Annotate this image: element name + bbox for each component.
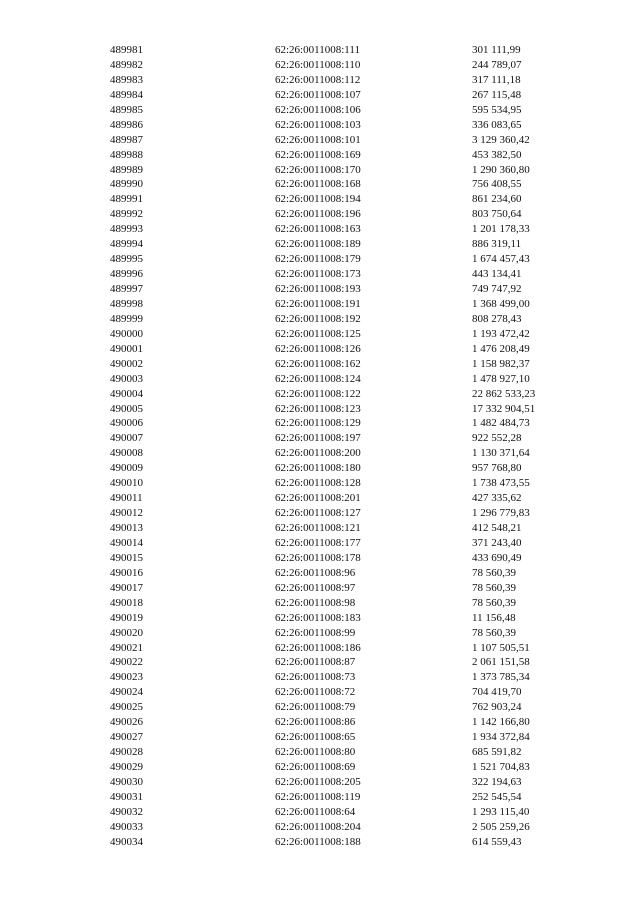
cadastral-number: 62:26:0011008:180 <box>275 462 361 475</box>
cadastral-number: 62:26:0011008:79 <box>275 701 356 714</box>
table-row <box>0 670 640 685</box>
cadastral-number: 62:26:0011008:163 <box>275 223 361 236</box>
cadastral-value: 1 158 982,37 <box>472 357 530 370</box>
cadastral-value: 886 319,11 <box>472 238 522 251</box>
cadastral-value: 412 548,21 <box>472 522 522 534</box>
cadastral-number: 62:26:0011008:201 <box>275 492 361 505</box>
cadastral-value: 803 750,64 <box>472 208 522 221</box>
cadastral-number: 62:26:0011008:122 <box>275 387 361 400</box>
row-id: 490029 <box>110 761 143 773</box>
table-row <box>0 327 640 342</box>
cadastral-value: 322 194,63 <box>472 775 522 788</box>
cadastral-value: 78 560,39 <box>472 626 516 639</box>
cadastral-value: 244 789,07 <box>472 58 522 71</box>
table-row <box>0 177 640 192</box>
cadastral-number: 62:26:0011008:126 <box>275 342 361 355</box>
document-table <box>0 43 640 850</box>
row-id: 490026 <box>110 716 143 729</box>
cadastral-number: 62:26:0011008:72 <box>275 686 356 699</box>
cadastral-number: 62:26:0011008:204 <box>275 820 361 833</box>
cadastral-number: 62:26:0011008:200 <box>275 447 361 460</box>
cadastral-value: 267 115,48 <box>472 88 522 101</box>
cadastral-number: 62:26:0011008:119 <box>275 790 361 803</box>
cadastral-number: 62:26:0011008:65 <box>275 731 356 744</box>
row-id: 489981 <box>110 44 143 56</box>
table-row <box>0 581 640 596</box>
table-row <box>0 73 640 88</box>
cadastral-value: 1 478 927,10 <box>472 372 530 385</box>
cadastral-number: 62:26:0011008:96 <box>275 566 356 579</box>
row-id: 489982 <box>110 58 143 71</box>
cadastral-number: 62:26:0011008:103 <box>275 118 361 131</box>
table-row <box>0 506 640 521</box>
row-id: 490020 <box>110 626 143 639</box>
cadastral-number: 62:26:0011008:179 <box>275 253 361 266</box>
row-id: 489996 <box>110 268 143 281</box>
cadastral-number: 62:26:0011008:112 <box>275 73 361 86</box>
cadastral-value: 3 129 360,42 <box>472 133 530 146</box>
row-id: 490010 <box>110 477 143 490</box>
cadastral-value: 1 142 166,80 <box>472 716 530 729</box>
table-row <box>0 58 640 73</box>
cadastral-value: 22 862 533,23 <box>472 387 536 400</box>
row-id: 489983 <box>110 73 143 86</box>
cadastral-value: 317 111,18 <box>472 73 521 86</box>
cadastral-value: 1 373 785,34 <box>472 671 530 684</box>
cadastral-value: 756 408,55 <box>472 178 522 191</box>
cadastral-value: 1 482 484,73 <box>472 417 530 430</box>
table-row <box>0 133 640 148</box>
row-id: 490002 <box>110 357 143 370</box>
cadastral-value: 78 560,39 <box>472 566 516 579</box>
table-row <box>0 207 640 222</box>
cadastral-number: 62:26:0011008:99 <box>275 626 356 639</box>
cadastral-value: 861 234,60 <box>472 193 522 206</box>
row-id: 490016 <box>110 566 143 579</box>
cadastral-value: 614 559,43 <box>472 835 522 848</box>
row-id: 489987 <box>110 133 143 146</box>
table-row <box>0 372 640 387</box>
cadastral-value: 957 768,80 <box>472 462 522 475</box>
cadastral-value: 11 156,48 <box>472 611 516 624</box>
cadastral-number: 62:26:0011008:127 <box>275 507 361 520</box>
cadastral-value: 749 747,92 <box>472 283 522 295</box>
row-id: 489997 <box>110 283 143 295</box>
cadastral-number: 62:26:0011008:123 <box>275 402 361 415</box>
table-row <box>0 775 640 790</box>
table-row <box>0 700 640 715</box>
cadastral-number: 62:26:0011008:192 <box>275 312 361 325</box>
row-id: 490011 <box>110 492 143 505</box>
cadastral-number: 62:26:0011008:111 <box>275 44 360 56</box>
cadastral-value: 1 738 473,55 <box>472 477 530 490</box>
cadastral-number: 62:26:0011008:86 <box>275 716 356 729</box>
row-id: 489998 <box>110 297 143 310</box>
cadastral-number: 62:26:0011008:189 <box>275 238 361 251</box>
row-id: 489985 <box>110 103 143 116</box>
row-id: 490004 <box>110 387 143 400</box>
row-id: 490021 <box>110 641 143 654</box>
cadastral-value: 1 674 457,43 <box>472 253 530 266</box>
table-row <box>0 461 640 476</box>
cadastral-number: 62:26:0011008:194 <box>275 193 361 206</box>
row-id: 490009 <box>110 462 143 475</box>
table-row <box>0 402 640 417</box>
cadastral-value: 443 134,41 <box>472 268 522 281</box>
cadastral-number: 62:26:0011008:106 <box>275 103 361 116</box>
table-row <box>0 237 640 252</box>
table-row <box>0 715 640 730</box>
cadastral-number: 62:26:0011008:162 <box>275 357 361 370</box>
table-row <box>0 641 640 656</box>
row-id: 490028 <box>110 746 143 759</box>
cadastral-value: 1 201 178,33 <box>472 223 530 236</box>
table-row <box>0 103 640 118</box>
row-id: 490017 <box>110 581 143 594</box>
table-row <box>0 835 640 850</box>
row-id: 490024 <box>110 686 143 699</box>
table-row <box>0 611 640 626</box>
row-id: 490003 <box>110 372 143 385</box>
cadastral-number: 62:26:0011008:101 <box>275 133 361 146</box>
row-id: 489994 <box>110 238 143 251</box>
cadastral-value: 252 545,54 <box>472 790 522 803</box>
row-id: 490000 <box>110 327 143 340</box>
table-row <box>0 297 640 312</box>
cadastral-value: 1 368 499,00 <box>472 297 530 310</box>
row-id: 489995 <box>110 253 143 266</box>
row-id: 489989 <box>110 163 143 176</box>
table-row <box>0 730 640 745</box>
cadastral-value: 2 505 259,26 <box>472 820 530 833</box>
row-id: 489990 <box>110 178 143 191</box>
table-row <box>0 387 640 402</box>
cadastral-number: 62:26:0011008:196 <box>275 208 361 221</box>
cadastral-value: 1 293 115,40 <box>472 805 530 818</box>
row-id: 489984 <box>110 88 143 101</box>
row-id: 490032 <box>110 805 143 818</box>
cadastral-number: 62:26:0011008:87 <box>275 656 356 669</box>
table-row <box>0 342 640 357</box>
cadastral-value: 808 278,43 <box>472 312 522 325</box>
row-id: 490030 <box>110 775 143 788</box>
table-row <box>0 416 640 431</box>
table-row <box>0 43 640 58</box>
cadastral-value: 704 419,70 <box>472 686 522 699</box>
row-id: 490006 <box>110 417 143 430</box>
cadastral-number: 62:26:0011008:129 <box>275 417 361 430</box>
cadastral-value: 595 534,95 <box>472 103 522 116</box>
table-row <box>0 521 640 536</box>
row-id: 490012 <box>110 507 143 520</box>
cadastral-value: 1 107 505,51 <box>472 641 530 654</box>
cadastral-number: 62:26:0011008:177 <box>275 536 361 549</box>
cadastral-number: 62:26:0011008:173 <box>275 268 361 281</box>
row-id: 490014 <box>110 536 143 549</box>
cadastral-number: 62:26:0011008:97 <box>275 581 356 594</box>
cadastral-number: 62:26:0011008:124 <box>275 372 361 385</box>
cadastral-value: 301 111,99 <box>472 44 521 56</box>
table-row <box>0 267 640 282</box>
table-row <box>0 148 640 163</box>
cadastral-number: 62:26:0011008:125 <box>275 327 361 340</box>
cadastral-number: 62:26:0011008:183 <box>275 611 361 624</box>
row-id: 490015 <box>110 551 143 564</box>
table-row <box>0 551 640 566</box>
row-id: 489986 <box>110 118 143 131</box>
table-row <box>0 566 640 581</box>
cadastral-number: 62:26:0011008:107 <box>275 88 361 101</box>
cadastral-value: 1 476 208,49 <box>472 342 530 355</box>
row-id: 489992 <box>110 208 143 221</box>
table-row <box>0 685 640 700</box>
table-row <box>0 626 640 641</box>
cadastral-number: 62:26:0011008:191 <box>275 297 361 310</box>
cadastral-value: 762 903,24 <box>472 701 522 714</box>
cadastral-number: 62:26:0011008:186 <box>275 641 361 654</box>
row-id: 490034 <box>110 835 143 848</box>
cadastral-number: 62:26:0011008:98 <box>275 596 356 609</box>
row-id: 490018 <box>110 596 143 609</box>
row-id: 489999 <box>110 312 143 325</box>
table-row <box>0 790 640 805</box>
row-id: 490019 <box>110 611 143 624</box>
cadastral-number: 62:26:0011008:169 <box>275 148 361 161</box>
cadastral-number: 62:26:0011008:80 <box>275 746 356 759</box>
table-row <box>0 163 640 178</box>
table-row <box>0 745 640 760</box>
cadastral-number: 62:26:0011008:69 <box>275 761 356 773</box>
cadastral-value: 427 335,62 <box>472 492 522 505</box>
cadastral-number: 62:26:0011008:168 <box>275 178 361 191</box>
cadastral-value: 453 382,50 <box>472 148 522 161</box>
table-row <box>0 760 640 775</box>
cadastral-value: 433 690,49 <box>472 551 522 564</box>
cadastral-value: 78 560,39 <box>472 581 516 594</box>
cadastral-number: 62:26:0011008:178 <box>275 551 361 564</box>
table-row <box>0 312 640 327</box>
cadastral-value: 1 193 472,42 <box>472 327 530 340</box>
row-id: 489988 <box>110 148 143 161</box>
table-row <box>0 476 640 491</box>
row-id: 490022 <box>110 656 143 669</box>
cadastral-number: 62:26:0011008:193 <box>275 283 361 295</box>
cadastral-value: 371 243,40 <box>472 536 522 549</box>
table-row <box>0 88 640 103</box>
table-row <box>0 446 640 461</box>
table-row <box>0 655 640 670</box>
row-id: 490008 <box>110 447 143 460</box>
row-id: 490005 <box>110 402 143 415</box>
cadastral-value: 922 552,28 <box>472 432 522 445</box>
cadastral-number: 62:26:0011008:64 <box>275 805 356 818</box>
table-row <box>0 820 640 835</box>
cadastral-value: 685 591,82 <box>472 746 522 759</box>
cadastral-number: 62:26:0011008:205 <box>275 775 361 788</box>
cadastral-value: 2 061 151,58 <box>472 656 530 669</box>
row-id: 489993 <box>110 223 143 236</box>
row-id: 490001 <box>110 342 143 355</box>
cadastral-number: 62:26:0011008:110 <box>275 58 361 71</box>
cadastral-number: 62:26:0011008:121 <box>275 522 361 534</box>
table-row <box>0 282 640 297</box>
cadastral-number: 62:26:0011008:128 <box>275 477 361 490</box>
table-row <box>0 118 640 133</box>
cadastral-value: 1 934 372,84 <box>472 731 530 744</box>
cadastral-number: 62:26:0011008:170 <box>275 163 361 176</box>
row-id: 489991 <box>110 193 143 206</box>
cadastral-value: 1 130 371,64 <box>472 447 530 460</box>
row-id: 490013 <box>110 522 143 534</box>
cadastral-value: 1 290 360,80 <box>472 163 530 176</box>
table-row <box>0 222 640 237</box>
cadastral-value: 78 560,39 <box>472 596 516 609</box>
table-row <box>0 431 640 446</box>
table-row <box>0 805 640 820</box>
table-row <box>0 491 640 506</box>
cadastral-value: 17 332 904,51 <box>472 402 536 415</box>
cadastral-value: 1 296 779,83 <box>472 507 530 520</box>
table-row <box>0 192 640 207</box>
cadastral-value: 1 521 704,83 <box>472 761 530 773</box>
row-id: 490007 <box>110 432 143 445</box>
row-id: 490027 <box>110 731 143 744</box>
cadastral-number: 62:26:0011008:197 <box>275 432 361 445</box>
table-row <box>0 596 640 611</box>
table-row <box>0 252 640 267</box>
cadastral-number: 62:26:0011008:73 <box>275 671 356 684</box>
row-id: 490031 <box>110 790 143 803</box>
row-id: 490023 <box>110 671 143 684</box>
cadastral-value: 336 083,65 <box>472 118 522 131</box>
table-row <box>0 536 640 551</box>
row-id: 490025 <box>110 701 143 714</box>
table-row <box>0 357 640 372</box>
row-id: 490033 <box>110 820 143 833</box>
cadastral-number: 62:26:0011008:188 <box>275 835 361 848</box>
